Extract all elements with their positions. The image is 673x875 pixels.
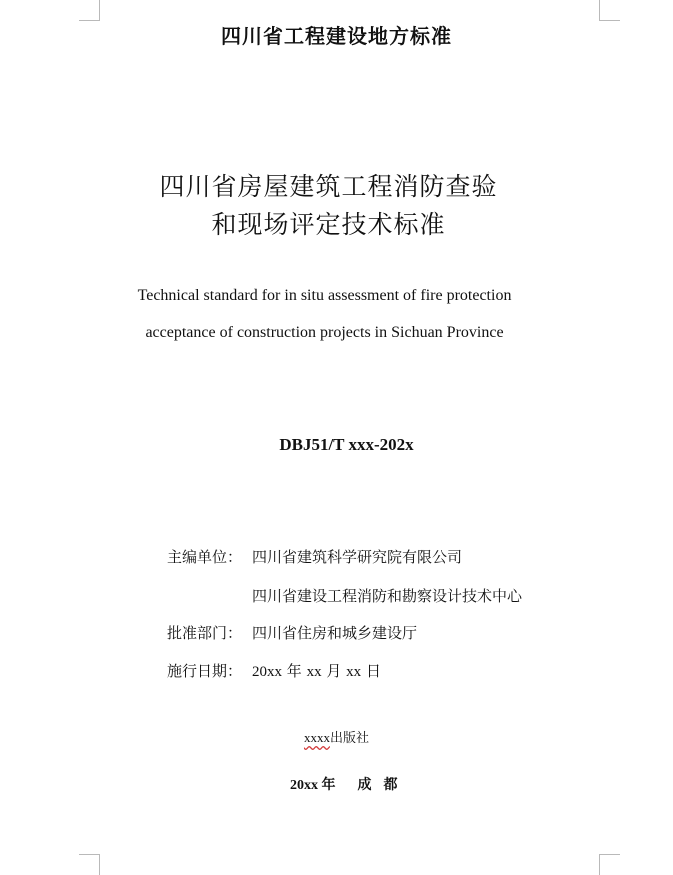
editor-row-2 — [252, 585, 522, 606]
date-day: xx — [346, 664, 362, 680]
title-en-line-1: Technical standard for in situ assessment of fire protection — [137, 287, 512, 304]
crop-mark-bottom-right — [599, 854, 620, 875]
date-year: 20xx — [252, 664, 282, 680]
approver: 四川省住房和城乡建设厅 — [252, 624, 418, 642]
series-title: 四川省工程建设地方标准 — [221, 24, 452, 48]
approver-label: 批准部门： — [167, 624, 243, 642]
crop-mark-top-right — [599, 0, 620, 21]
date-month-unit: 月 — [326, 662, 342, 680]
date-label: 施行日期： — [167, 662, 243, 680]
publisher — [0, 727, 673, 746]
crop-mark-top-left — [79, 0, 100, 21]
date-month: xx — [306, 664, 322, 680]
editor-row — [167, 546, 462, 567]
crop-mark-bottom-left — [79, 854, 100, 875]
date-day-unit: 日 — [365, 662, 381, 680]
standard-code: DBJ51/T xxx-202x — [279, 435, 414, 454]
title-cn-line-2: 和现场评定技术标准 — [211, 210, 446, 239]
date-row — [167, 660, 381, 681]
editor-1: 四川省建筑科学研究院有限公司 — [252, 548, 463, 566]
footer-year: 20xx 年 — [290, 778, 336, 793]
editor-2: 四川省建设工程消防和勘察设计技术中心 — [252, 587, 523, 605]
approver-row — [167, 622, 417, 643]
publisher-suffix: 出版社 — [329, 731, 369, 746]
title-cn-line-1: 四川省房屋建筑工程消防查验 — [159, 172, 498, 201]
publisher-name: xxxx — [303, 730, 330, 745]
editor-label: 主编单位： — [167, 548, 243, 566]
footer-city: 成都 — [357, 777, 410, 793]
footer — [290, 774, 410, 794]
title-en-line-2: acceptance of construction projects in Sichuan Province — [145, 324, 504, 341]
date-year-unit: 年 — [286, 662, 302, 680]
